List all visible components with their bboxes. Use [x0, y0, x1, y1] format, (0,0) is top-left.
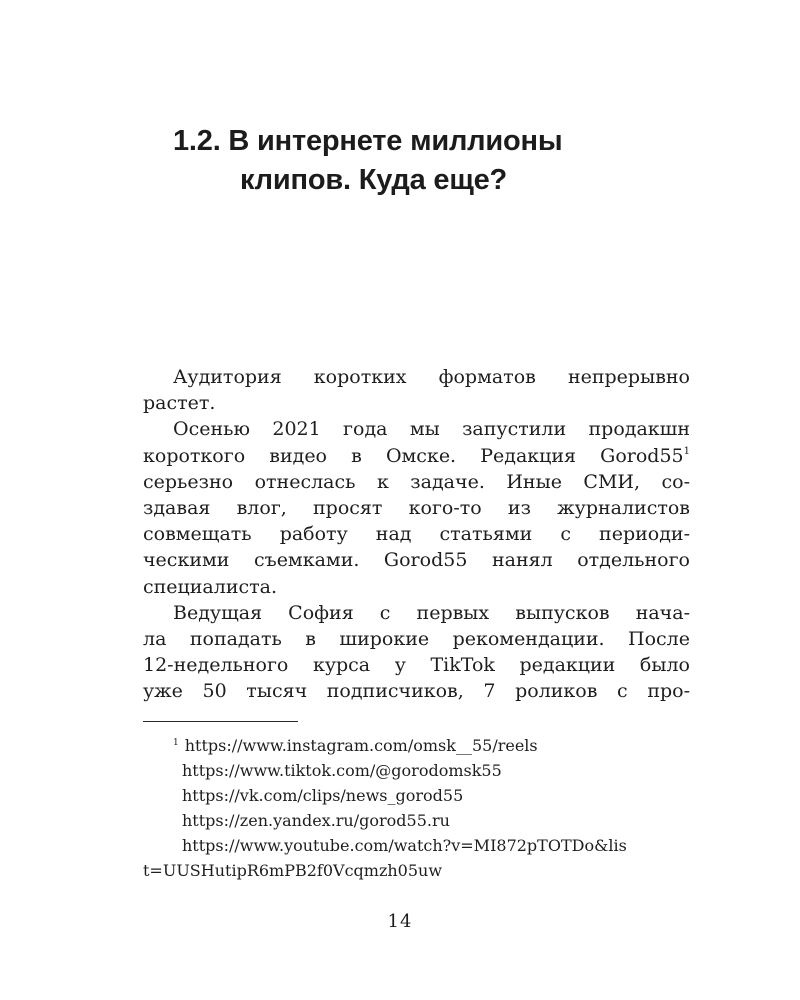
footnote-divider	[143, 721, 298, 722]
chapter-title	[173, 122, 693, 200]
footnotes	[143, 733, 690, 883]
footnote-link[interactable]: https://zen.yandex.ru/gorod55.ru	[182, 811, 450, 830]
footnote-link[interactable]: https://www.tiktok.com/@gorodomsk55	[182, 761, 502, 780]
footnote-marker: 1	[683, 445, 690, 457]
body-line: ла попадать в широкие рекомендации. После	[143, 627, 690, 650]
body-line: Ведущая София с первых выпусков нача-	[173, 601, 690, 624]
footnote-link[interactable]: https://www.instagram.com/omsk__55/reels	[184, 736, 538, 755]
body-line-with-footnote	[143, 443, 690, 469]
footnote-link-part[interactable]: https://www.youtube.com/watch?v=MI872pTOTDo&lis	[182, 836, 627, 855]
body-line: совмещать работу над статьями с периоди-	[143, 523, 690, 546]
page-number: 14	[387, 911, 413, 932]
body-text	[143, 364, 690, 704]
body-line: 12-недельного курса у TikTok редакции было	[143, 654, 690, 677]
body-line: ческими съемками. Gorod55 нанял отдельного	[143, 549, 690, 572]
chapter-title-line-2: клипов. Куда еще?	[240, 164, 508, 196]
body-line: специалиста.	[143, 575, 278, 598]
footnote-link-part[interactable]: t=UUSHutipR6mPB2f0Vcqmzh05uw	[143, 861, 443, 880]
footnote-link[interactable]: https://vk.com/clips/news_gorod55	[182, 786, 464, 805]
chapter-title-line-1: 1.2. В интернете миллионы	[173, 125, 563, 157]
footnote-line	[143, 733, 690, 758]
footnote-number: 1	[173, 738, 179, 748]
body-line-text: короткого видео в Омске. Редакция Gorod55	[143, 444, 684, 467]
body-line: уже 50 тысяч подписчиков, 7 роликов с про-	[143, 680, 690, 703]
body-line: здавая влог, просят кого-то из журналистов	[143, 496, 690, 519]
body-line: растет.	[143, 392, 216, 415]
body-line: серьезно отнеслась к задаче. Иные СМИ, со-	[143, 470, 690, 493]
body-line: Осенью 2021 года мы запустили продакшн	[173, 418, 690, 441]
body-line: Аудитория коротких форматов непрерывно	[173, 366, 690, 388]
